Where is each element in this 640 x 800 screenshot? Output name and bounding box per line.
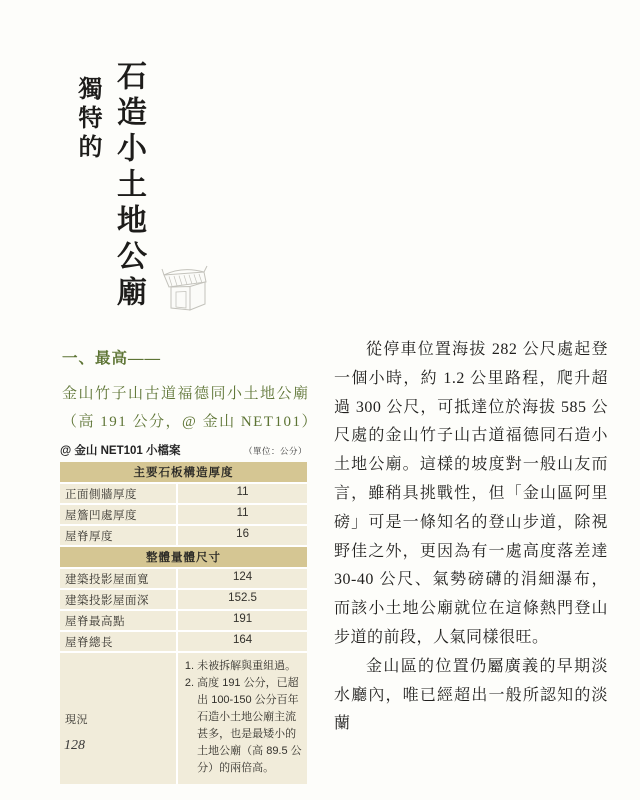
spec-table-block <box>60 442 307 784</box>
chapter-title-prefix: 獨特的 <box>74 76 100 163</box>
table-section-title: 主要石板構造厚度 <box>60 462 307 484</box>
table-row-label: 屋脊厚度 <box>60 526 178 545</box>
table-status-item: 1. 未被拆解與重組過。 <box>197 658 303 675</box>
table-section-title: 整體量體尺寸 <box>60 547 307 569</box>
table-status-item: 2. 高度 191 公分，已超出 100-150 公分百年石造小土地公廟主流甚多，也是最矮小的土地公廟（高 89.5 公分）的兩倍高。 <box>197 675 303 777</box>
table-row-label: 屋簷凹處厚度 <box>60 505 178 524</box>
table-row-value: 152.5 <box>228 591 257 604</box>
table-row-label: 屋脊最高點 <box>60 611 178 630</box>
table-row-label: 建築投影屋面深 <box>60 590 178 609</box>
section-subtitle-line1: 金山竹子山古道福德同小土地公廟 <box>62 386 310 402</box>
page-number: 128 <box>64 738 85 753</box>
table-row-value: 191 <box>232 612 253 625</box>
body-paragraph: 金山區的位置仍屬廣義的早期淡水廳內，唯已經超出一般所認知的淡蘭 <box>334 657 608 733</box>
body-text-column <box>334 336 608 739</box>
table-caption-row <box>60 442 307 458</box>
table-row-value: 124 <box>232 570 253 583</box>
table-status-row <box>60 653 307 784</box>
table-unit-note: （單位：公分） <box>243 446 307 456</box>
table-row <box>60 632 307 653</box>
table-row <box>60 505 307 526</box>
table-row <box>60 611 307 632</box>
table-row-label: 屋脊總長 <box>60 632 178 651</box>
table-status-label: 現況 <box>60 653 178 784</box>
stone-shrine-icon <box>160 262 208 317</box>
table-row-label: 正面側牆厚度 <box>60 484 178 503</box>
table-row <box>60 569 307 590</box>
table-row-value: 11 <box>236 506 249 519</box>
table-row-value: 164 <box>232 633 253 646</box>
section-block <box>62 346 318 437</box>
table-row-value: 11 <box>236 485 249 498</box>
table-row <box>60 590 307 611</box>
table-status-list <box>178 658 303 777</box>
table-row <box>60 484 307 505</box>
table-caption: @ 金山 NET101 小檔案 <box>60 445 181 457</box>
chapter-title: 石造小土地公廟 <box>112 60 145 312</box>
table-row-label: 建築投影屋面寬 <box>60 569 178 588</box>
body-paragraph: 從停車位置海拔 282 公尺處起登一個小時，約 1.2 公里路程，爬升超過 300 公尺，可抵達位於海拔 585 公尺處的金山竹子山古道福德同石造小土地公廟。這樣的坡度對一般山友而言，雖稍具挑戰性，但「金山區阿里磅」可是一條知名的登山步道，除視野佳之外，更因為有一處高度落差達 30-40 公尺、氣勢磅礴的涓細瀑布，而該小土地公廟就位在這條熱門登山步道的前段，人氣同樣很旺。 <box>334 341 608 646</box>
section-subtitle-line2: （高 191 公分，@ 金山 NET101） <box>62 413 318 430</box>
section-heading: 一、最高—— <box>62 350 162 367</box>
spec-table <box>60 462 307 784</box>
table-row <box>60 526 307 547</box>
table-row-value: 16 <box>236 527 249 540</box>
